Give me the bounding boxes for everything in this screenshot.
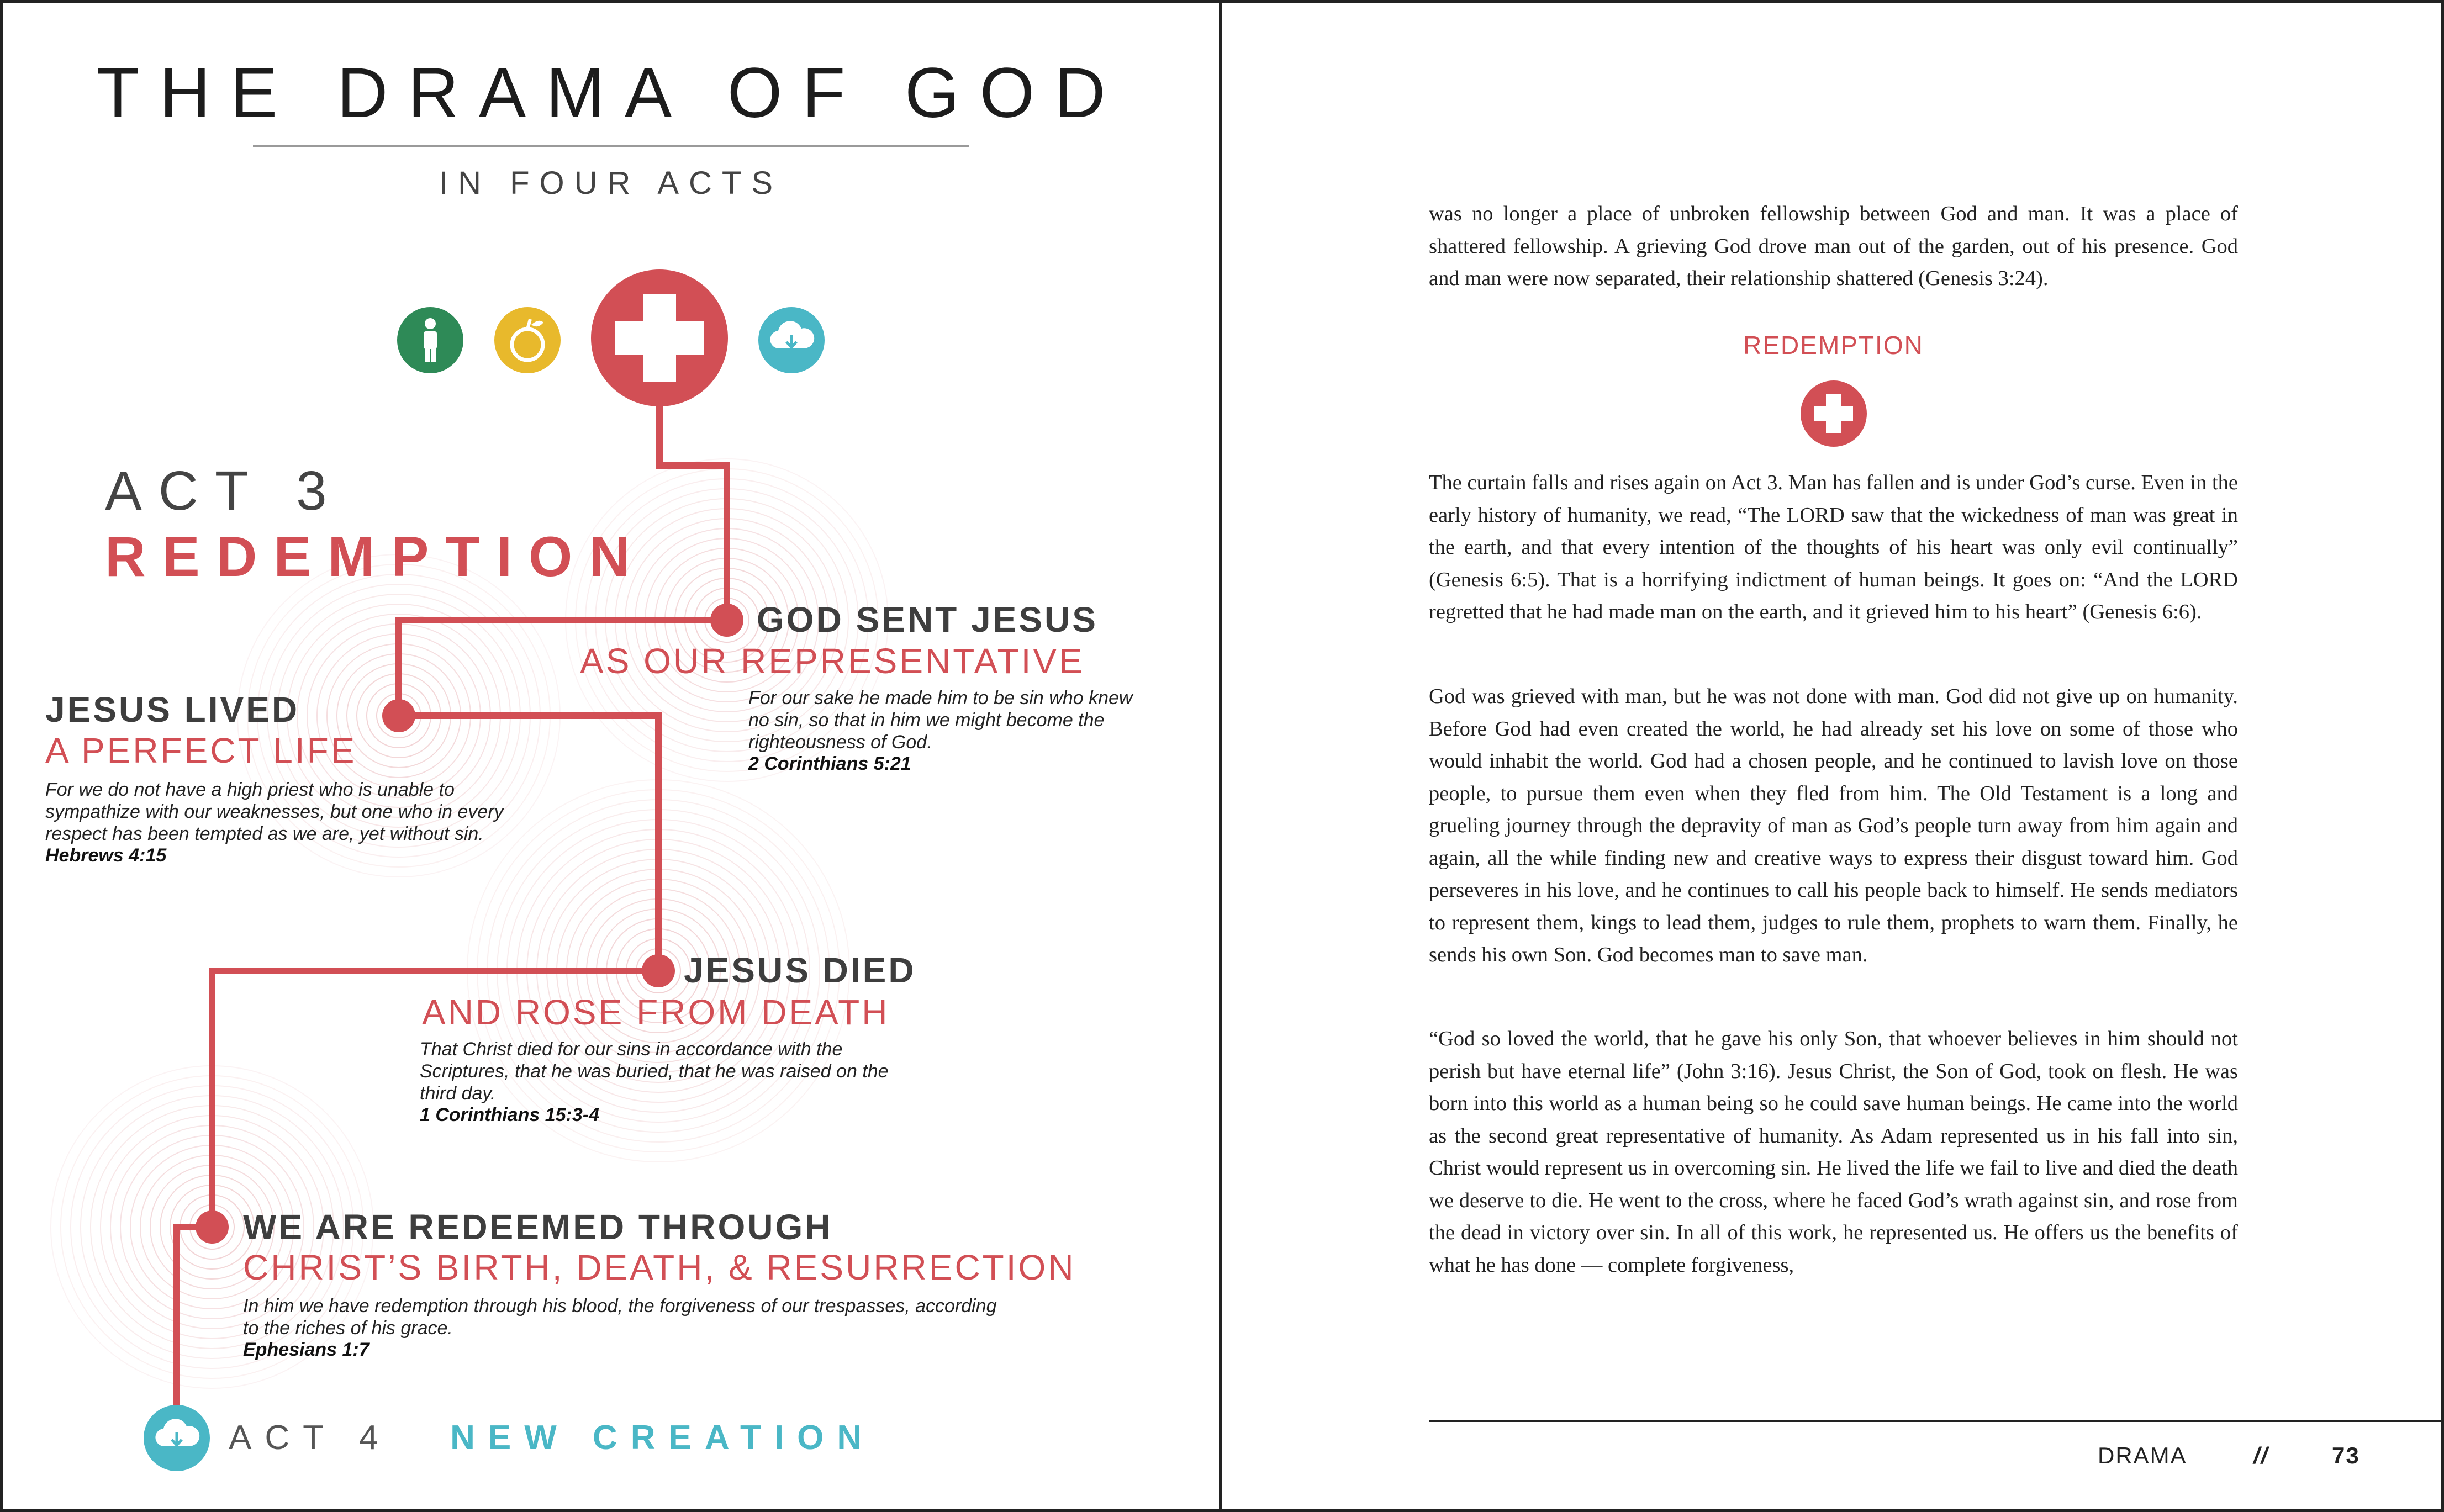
footer-separator: // (2253, 1442, 2269, 1468)
cross-icon (591, 269, 728, 406)
verse-reference: Ephesians 1:7 (243, 1339, 369, 1360)
act4-label: ACT 4 (229, 1419, 392, 1457)
footer-divider (1429, 1420, 2444, 1422)
verse-reference: Hebrews 4:15 (45, 845, 167, 866)
node-jesus-died (642, 954, 675, 987)
section-verse: In him we have redemption through his blood, the forgiveness of our trespasses, according to the riches of his grace. (243, 1296, 997, 1339)
page-title: THE DRAMA OF GOD (96, 54, 1126, 133)
section-subheading: AS OUR REPRESENTATIVE (580, 641, 1085, 681)
body-paragraph: The curtain falls and rises again on Act 3. Man has fallen and is under God’s curse. Even in the early history of humanity, we read, “The LORD saw that the wickedness of man was great in the earth, and that every intention of the thoughts of his heart was only evil continually” (Genesis 6:5). That is a horrifying indictment of human beings. It goes on: “And the LORD regretted that he had made man on the earth, and it grieved him to his heart” (Genesis 6:6). (1429, 471, 2238, 623)
running-footer-section: DRAMA (2098, 1442, 2187, 1468)
verse-reference: 2 Corinthians 5:21 (748, 753, 911, 774)
section-verse: That Christ died for our sins in accordance with the Scriptures, that he was buried, that he was raised on the third day. (420, 1039, 889, 1104)
apple-icon (494, 307, 561, 373)
section-verse: For our sake he made him to be sin who knew no sin, so that in him we might become the righteousness of God. (748, 688, 1133, 753)
node-god-sent-jesus (710, 604, 743, 637)
act4-name: NEW CREATION (450, 1419, 875, 1457)
section-verse: For we do not have a high priest who is unable to sympathize with our weaknesses, but one who in every respect has been tempted as we are, yet without sin. (45, 779, 504, 844)
page-number: 73 (2332, 1442, 2360, 1468)
section-heading: WE ARE REDEEMED THROUGH (243, 1207, 833, 1247)
section-subheading: A PERFECT LIFE (45, 731, 357, 770)
cross-icon (1800, 380, 1867, 447)
page-subtitle: IN FOUR ACTS (439, 165, 783, 201)
section-heading: JESUS LIVED (45, 690, 300, 729)
body-paragraph: “God so loved the world, that he gave his only Son, that whoever believes in him should not perish but have eternal life” (John 3:16). Jesus Christ, the Son of God, took on flesh. He was born into this world as a human being so he could save human beings. He came into the world as the second great representative of humanity. As Adam represented us in his fall into sin, Christ would represent us in overcoming sin. He lived the life we fail to live and died the death we deserve to die. He went to the cross, where he faced God’s wrath against sin, and rose from the dead in victory over sin. In all of this work, he represented us. He offers us the benefits of what he has done — complete forgiveness, (1429, 1027, 2238, 1277)
node-jesus-lived (382, 699, 415, 732)
node-we-are-redeemed (196, 1210, 229, 1244)
person-icon (397, 307, 463, 373)
section-subheading: CHRIST’S BIRTH, DEATH, & RESURRECTION (243, 1247, 1076, 1287)
section-heading: JESUS DIED (684, 950, 916, 990)
act3-label: ACT 3 (105, 460, 344, 522)
cloud-download-icon (758, 307, 825, 373)
title-divider (253, 145, 969, 147)
section-heading: REDEMPTION (1743, 331, 1924, 360)
body-paragraph: God was grieved with man, but he was not done with man. God did not give up on humanity. Before God had even created the world, he had already set his love on some of those who would inhabit the world. God had a chosen people, and he continued to lavish love on those people, to pursue them even when they fled from him. The Old Testament is a long and grueling journey through the depravity of man as God’s people turn away from him again and again, all the while finding new and creative ways to express their disgust toward him. God perseveres in his love, and he continues to call his people back to himself. He sends mediators to represent them, kings to lead them, judges to rule them, prophets to warn them. Finally, he sends his own Son. God becomes man to save man. (1429, 685, 2238, 966)
section-subheading: AND ROSE FROM DEATH (422, 992, 890, 1032)
section-heading: GOD SENT JESUS (757, 600, 1098, 639)
act3-name: REDEMPTION (105, 525, 647, 588)
body-paragraph: was no longer a place of unbroken fellowship between God and man. It was a place of shattered fellowship. A grieving God drove man out of the garden, out of his presence. God and man were now separated, their relationship shattered (Genesis 3:24). (1429, 202, 2238, 290)
verse-reference: 1 Corinthians 15:3-4 (420, 1104, 599, 1125)
act4-caption (229, 1418, 875, 1457)
cloud-download-icon (144, 1405, 210, 1471)
